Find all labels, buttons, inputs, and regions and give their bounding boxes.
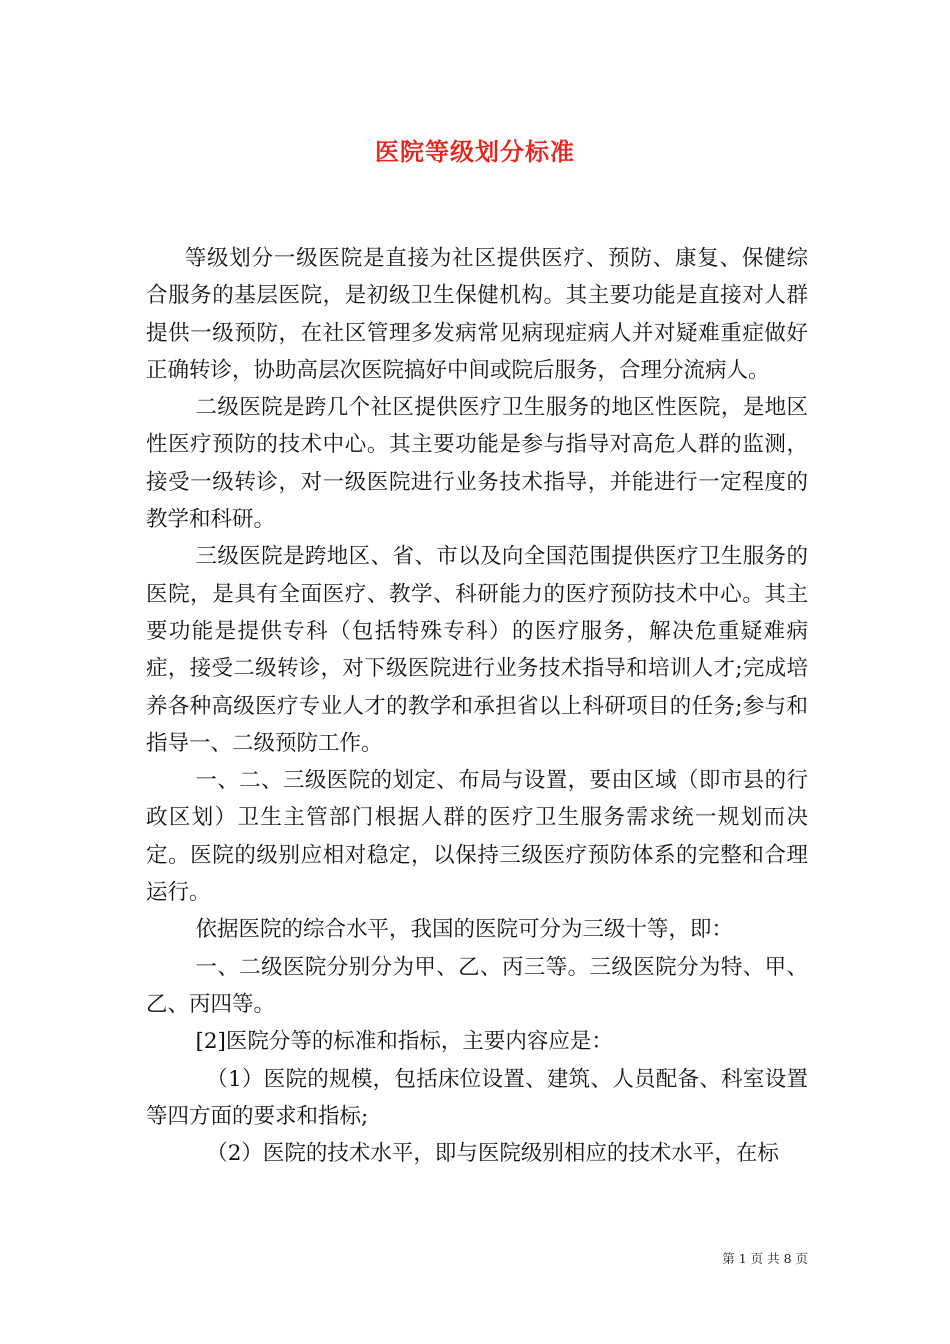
- paragraph-level-three: 三级医院是跨地区、省、市以及向全国范围提供医疗卫生服务的医院，是具有全面医疗、教学、科研能力的医疗预防技术中心。其主要功能是提供专科（包括特殊专科）的医疗服务，解决危重疑难病症，接受二级转诊，对下级医院进行业务技术指导和培训人才;完成培养各种高级医疗专业人才的教学和承担省以上科研项目的任务;参与和指导一、二级预防工作。: [146, 544, 808, 756]
- document-body: [146, 240, 808, 1172]
- paragraph-level-two: 二级医院是跨几个社区提供医疗卫生服务的地区性医院，是地区性医疗预防的技术中心。其主要功能是参与指导对高危人群的监测，接受一级转诊，对一级医院进行业务技术指导，并能进行一定程度的教学和科研。: [146, 395, 808, 533]
- paragraph-grades: 一、二级医院分别分为甲、乙、丙三等。三级医院分为特、甲、乙、丙四等。: [146, 954, 808, 1017]
- list-item-technical-level: （2）医院的技术水平，即与医院级别相应的技术水平，在标: [206, 1141, 779, 1167]
- paragraph-criteria-intro: [2]医院分等的标准和指标，主要内容应是：: [195, 1029, 613, 1055]
- page-number-indicator: 第 1 页 共 8 页: [722, 1251, 808, 1266]
- list-item-scale: （1）医院的规模，包括床位设置、建筑、人员配备、科室设置等四方面的要求和指标;: [146, 1066, 808, 1129]
- paragraph-planning: 一、二、三级医院的划定、布局与设置，要由区域（即市县的行政区划）卫生主管部门根据人群的医疗卫生服务需求统一规划而决定。医院的级别应相对稳定，以保持三级医疗预防体系的完整和合理运行。: [146, 768, 808, 906]
- paragraph-level-one: 等级划分一级医院是直接为社区提供医疗、预防、康复、保健综合服务的基层医院，是初级卫生保健机构。其主要功能是直接对人群提供一级预防，在社区管理多发病常见病现症病人并对疑难重症做好正确转诊，协助高层次医院搞好中间或院后服务，合理分流病人。: [146, 246, 808, 383]
- document-title: 医院等级划分标准: [375, 137, 575, 166]
- paragraph-classification-intro: 依据医院的综合水平，我国的医院可分为三级十等，即：: [195, 917, 733, 943]
